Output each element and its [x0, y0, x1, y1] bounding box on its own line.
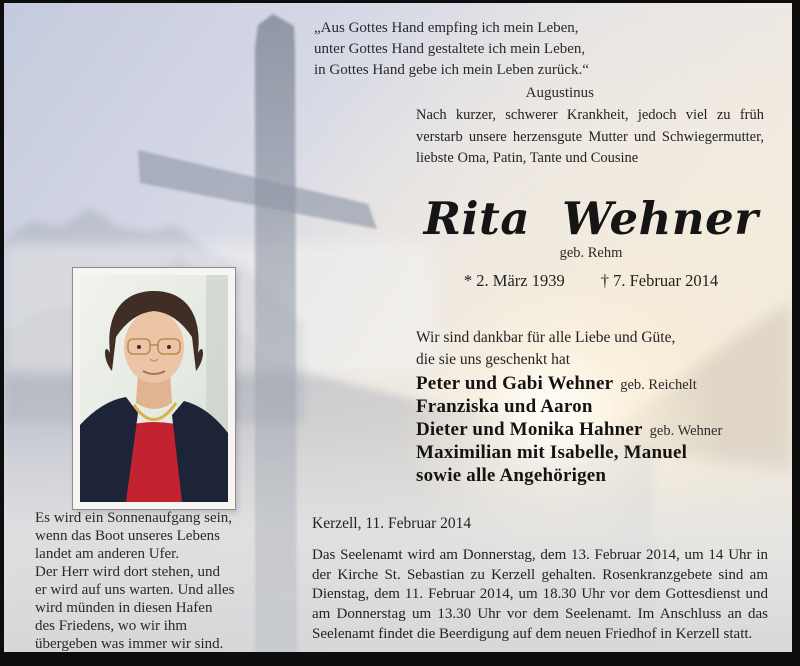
mourner-row [416, 465, 722, 488]
death-date: † 7. Februar 2014 [600, 271, 719, 291]
poem-line: Es wird ein Sonnenaufgang sein, [35, 510, 233, 526]
birth-date: * 2. März 1939 [463, 271, 565, 291]
maiden-name: geb. Rehm [559, 245, 623, 262]
gratitude-line: Wir sind dankbar für alle Liebe und Güte, [416, 329, 676, 346]
poem-line: Der Herr wird dort stehen, und [35, 564, 220, 580]
portrait-illustration [80, 275, 228, 502]
poem-line: landet am anderen Ufer. [35, 546, 180, 562]
poem-line: wird münden in diesen Hafen [35, 600, 213, 616]
mourner-maiden: geb. Reichelt [620, 377, 697, 393]
service-info: Das Seelenamt wird am Donnerstag, dem 13. Februar 2014, um 14 Uhr in der Kirche St. Sebastian zu Kerzell gehalten. Rosenkranzgebete sind am Dienstag, dem 11. Februar 2014, um 18.30 Uhr vor dem Gottesdienst und am Donnerstag um 13.30 Uhr vor dem Seelenamt. Im Anschluss an das Seelenamt findet die Beerdigung auf dem neuen Friedhof in Kerzell statt. [312, 547, 768, 642]
dateline: Kerzell, 11. Februar 2014 [312, 515, 472, 532]
deceased-name: Rita Wehner [423, 192, 759, 245]
portrait-photo [73, 268, 235, 509]
mourner-name: Maximilian mit Isabelle, Manuel [416, 442, 688, 463]
poem-line: er wird auf uns warten. Und alles [35, 582, 235, 598]
quote-line: „Aus Gottes Hand empfing ich mein Leben, [314, 20, 579, 36]
deceased-block [402, 192, 780, 291]
mourner-row [416, 373, 722, 396]
mourner-name: sowie alle Angehörigen [416, 465, 607, 486]
quote-block [314, 18, 596, 104]
mourner-maiden: geb. Wehner [649, 423, 723, 439]
gratitude-line: die sie uns geschenkt hat [416, 351, 571, 368]
quote-line: unter Gottes Hand gestaltete ich mein Leben, [314, 41, 586, 57]
face [124, 311, 184, 383]
mourners-list [416, 373, 722, 488]
notice-sheet [4, 3, 792, 652]
mourner-name: Peter und Gabi Wehner [416, 373, 614, 394]
poem-line: wenn das Boot unseres Lebens [35, 528, 220, 544]
intro-text: Nach kurzer, schwerer Krankheit, jedoch viel zu früh verstarb unsere herzensgute Mutter und Schwiegermutter, liebste Oma, Patin, Tante und Cousine [416, 107, 764, 166]
mourner-row [416, 396, 722, 419]
mourner-row [416, 419, 722, 442]
mourner-name: Dieter und Monika Hahner [416, 419, 643, 440]
quote-line: in Gottes Hand gebe ich mein Leben zurück.“ [314, 62, 589, 78]
poem-line: übergeben was immer wir sind. [35, 636, 224, 652]
mourner-name: Franziska und Aaron [416, 396, 593, 417]
life-dates [402, 271, 780, 291]
poem-line: des Friedens, wo wir ihm [35, 618, 188, 634]
quote-attribution: Augustinus [525, 85, 594, 101]
gratitude-block [416, 327, 675, 371]
poem-block [35, 509, 235, 652]
mourner-row [416, 442, 722, 465]
